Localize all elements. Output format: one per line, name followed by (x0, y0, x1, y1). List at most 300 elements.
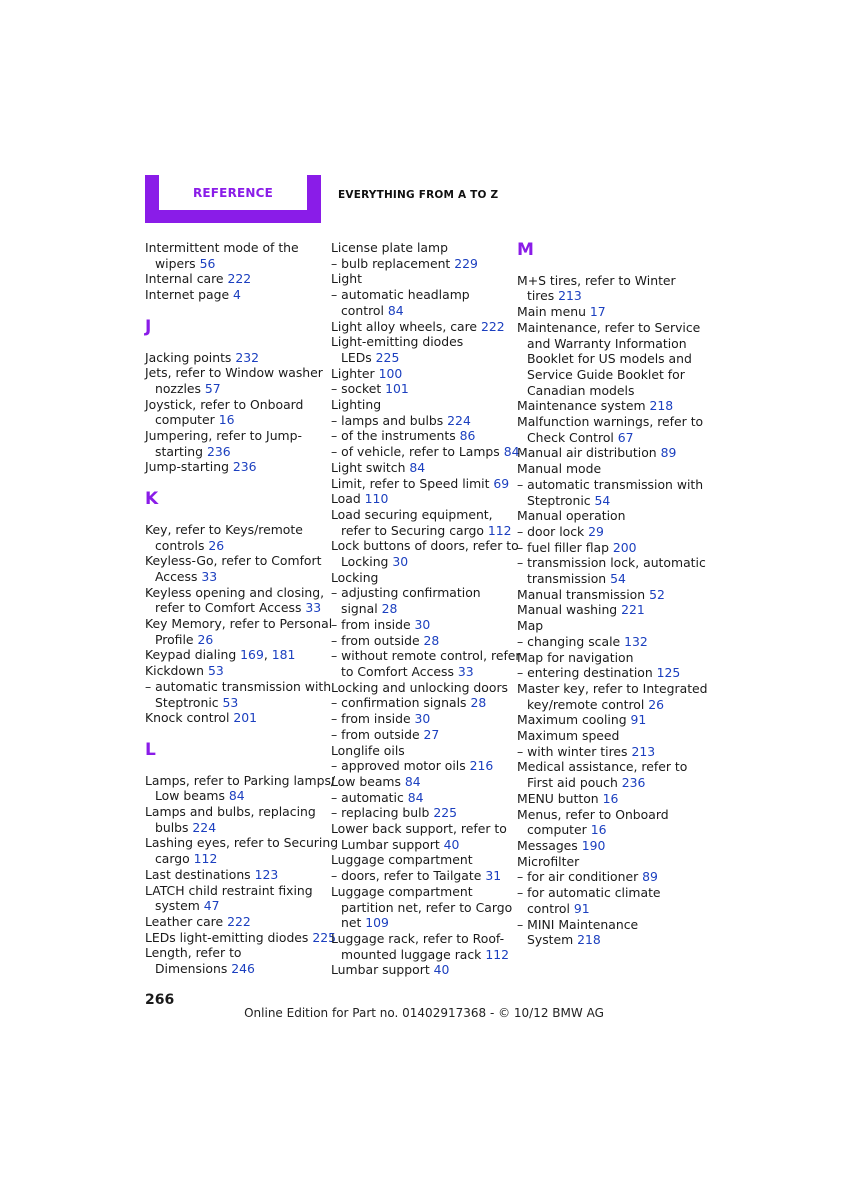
entry-text: controls (155, 537, 209, 553)
entry-text: – bulb replacement (331, 255, 455, 271)
entry-text: LEDs (341, 349, 376, 365)
entry-text: Steptronic (155, 694, 223, 710)
entry-text: – from inside (331, 711, 415, 727)
entry-text: – lamps and bulbs (331, 412, 448, 428)
page-reference[interactable]: 53 (222, 694, 239, 710)
index-entry (331, 758, 511, 774)
index-entry (517, 665, 697, 681)
entry-text: MENU button (517, 790, 603, 806)
entry-text: Light switch (331, 459, 410, 475)
index-entry (145, 835, 339, 867)
entry-text: Main menu (517, 304, 590, 320)
page-reference[interactable]: 225 (375, 349, 400, 365)
index-entry (145, 772, 336, 804)
index-column-3 (517, 240, 708, 948)
entry-text: Messages (517, 838, 582, 853)
page-reference[interactable]: 125 (656, 665, 681, 681)
index-entry (517, 555, 706, 587)
entry-text: Locking (331, 569, 379, 585)
entry-text: – adjusting confirmation (331, 585, 481, 601)
index-entry (517, 273, 697, 304)
index-entry (517, 602, 697, 618)
entry-text: tires (527, 288, 559, 304)
entry-text: Longlife oils (331, 742, 405, 758)
page-reference[interactable]: 57 (204, 380, 221, 396)
entry-text: LEDs light-emitting diodes (145, 929, 313, 945)
entry-text: control (527, 900, 574, 916)
entry-text: Microfilter (517, 853, 580, 869)
page-reference[interactable]: 84 (387, 302, 404, 318)
index-entry (331, 680, 511, 696)
index-entry (331, 271, 511, 287)
page-reference[interactable]: 232 (235, 349, 259, 365)
entry-text: Light (331, 271, 362, 287)
entry-text: Luggage compartment (331, 852, 473, 868)
entry-text: System (527, 932, 578, 948)
index-entry (331, 585, 511, 616)
page-reference[interactable]: 236 (621, 775, 646, 791)
page-reference[interactable]: 16 (602, 790, 619, 806)
page-reference[interactable]: 4 (233, 287, 241, 303)
page-reference[interactable]: 54 (594, 492, 611, 508)
index-entry (331, 428, 511, 444)
page-reference[interactable]: 218 (577, 932, 601, 948)
index-entry (145, 350, 330, 366)
index-entry (145, 585, 330, 616)
entry-text: Luggage rack, refer to Roof- (331, 930, 505, 946)
page-reference[interactable]: 28 (470, 695, 487, 711)
index-letter-heading: L (145, 739, 156, 760)
entry-text: and Warranty Information (527, 335, 687, 351)
entry-text: system (155, 898, 204, 914)
index-entry (517, 869, 697, 885)
entry-text: Jumpering, refer to Jump- (145, 428, 302, 444)
page-reference[interactable]: 16 (218, 412, 235, 428)
entry-text: – door lock (517, 523, 589, 539)
section-tab-inner (159, 175, 307, 210)
entry-text: Map for navigation (517, 649, 634, 665)
index-entry (145, 914, 330, 930)
index-entry (331, 884, 511, 931)
entry-text: starting (155, 443, 207, 459)
entry-text: Luggage compartment (331, 883, 473, 899)
entry-text: – confirmation signals (331, 695, 471, 711)
entry-text: Service Guide Booklet for (527, 366, 685, 382)
page-reference[interactable]: 112 (487, 522, 512, 538)
entry-text: Keyless opening and closing, (145, 584, 325, 600)
page-reference[interactable]: 47 (203, 898, 220, 914)
index-entry (331, 821, 511, 852)
entry-text: computer (527, 822, 591, 838)
page-reference[interactable]: 84 (407, 789, 424, 805)
entry-text: bulbs (155, 819, 193, 835)
page-reference[interactable]: 89 (642, 869, 658, 885)
index-entry (517, 634, 697, 650)
index-entry (517, 759, 697, 790)
page-reference[interactable]: 225 (312, 929, 336, 945)
index-entry (145, 553, 330, 584)
index-entry (145, 459, 330, 475)
entry-text: Lower back support, refer to (331, 821, 507, 837)
tab-label: REFERENCE (192, 185, 274, 200)
page-reference[interactable]: 84 (503, 444, 520, 460)
index-entry (145, 287, 330, 303)
entry-text: – automatic headlamp (331, 287, 470, 303)
entry-text: Lamps, refer to Parking lamps/ (145, 772, 336, 788)
page-reference[interactable]: 112 (485, 946, 509, 962)
entry-text: License plate lamp (331, 240, 448, 255)
entry-text: – with winter tires (517, 743, 632, 759)
index-entry (145, 710, 330, 726)
page-reference[interactable]: 56 (199, 255, 216, 271)
entry-text: – fuel filler flap (517, 539, 613, 555)
entry-text: – for automatic climate (517, 885, 661, 901)
page-reference[interactable]: 52 (649, 586, 665, 602)
page-reference[interactable]: 28 (381, 601, 398, 617)
page-reference[interactable]: 29 (588, 523, 604, 539)
entry-text: – for air conditioner (517, 869, 643, 885)
page-reference[interactable]: 86 (459, 428, 476, 444)
page-reference[interactable]: 229 (454, 255, 478, 271)
entry-text: Kickdown (145, 663, 208, 679)
index-entry (145, 522, 330, 553)
index-entry (145, 929, 336, 946)
index-entry (517, 728, 697, 744)
page-reference[interactable]: 123 (254, 866, 279, 882)
index-entry (517, 838, 697, 854)
entry-text: mounted luggage rack (341, 946, 486, 962)
entry-text: Lock buttons of doors, refer to (331, 538, 519, 554)
index-entry (517, 807, 697, 838)
entry-text: Limit, refer to Speed limit (331, 475, 494, 491)
entry-text: Dimensions (155, 961, 232, 977)
entry-text: – from outside (331, 632, 424, 648)
entry-text: Key, refer to Keys/remote (145, 521, 303, 537)
entry-text: Maintenance, refer to Service (517, 319, 701, 335)
index-entry (517, 618, 697, 634)
entry-text: Steptronic (527, 492, 595, 508)
entry-text: Light alloy wheels, care (331, 318, 481, 334)
page-reference[interactable]: 16 (590, 822, 607, 838)
page-reference[interactable]: 54 (610, 571, 626, 587)
entry-text: Jacking points (145, 349, 236, 365)
entry-text: Load (331, 491, 365, 507)
page-reference[interactable]: 27 (423, 726, 440, 742)
index-entry (331, 334, 511, 365)
entry-text: Lashing eyes, refer to Securing (145, 835, 339, 851)
index-entry (145, 663, 330, 679)
page-reference[interactable]: 181 (271, 647, 296, 663)
page-reference[interactable]: 26 (648, 696, 665, 712)
entry-text: Manual mode (517, 461, 602, 477)
index-entry (145, 397, 330, 428)
page-reference[interactable]: 33 (457, 663, 474, 679)
entry-text: Lumbar support (341, 836, 444, 852)
index-entry (517, 744, 697, 760)
index-entry (331, 648, 521, 679)
index-entry (517, 304, 697, 320)
entry-text: – approved motor oils (331, 758, 470, 774)
index-entry (331, 633, 511, 649)
page-reference[interactable]: 67 (617, 429, 634, 445)
index-entry (145, 271, 330, 287)
entry-text: net (341, 915, 366, 931)
index-entry (145, 867, 330, 883)
page-reference[interactable]: 218 (649, 398, 674, 414)
entry-text: partition net, refer to Cargo (341, 899, 513, 915)
index-entry (517, 476, 704, 508)
entry-text: refer to Comfort Access (155, 600, 306, 616)
page-reference[interactable]: 91 (573, 900, 590, 916)
entry-text: Last destinations (145, 866, 255, 882)
index-entry (517, 540, 697, 556)
entry-text: Leather care (145, 913, 228, 929)
index-letter-heading: M (517, 240, 534, 260)
entry-text: Low beams (155, 788, 229, 804)
index-entry (331, 444, 520, 460)
index-entry (331, 381, 511, 397)
index-entry (517, 414, 704, 445)
entry-text: Manual transmission (517, 586, 650, 602)
page-reference[interactable]: 40 (443, 836, 460, 852)
entry-text: – of vehicle, refer to Lamps (331, 444, 504, 460)
index-entry (331, 711, 511, 727)
index-entry (145, 616, 333, 647)
page-reference[interactable]: 33 (201, 568, 218, 584)
entry-text: Manual washing (517, 602, 622, 618)
index-entry (517, 650, 697, 666)
index-entry (145, 428, 330, 459)
page-reference[interactable]: 69 (493, 475, 510, 491)
page-reference[interactable]: 26 (208, 537, 225, 553)
entry-text: Lighting (331, 397, 382, 413)
page-reference[interactable]: 132 (624, 633, 648, 649)
entry-text: signal (341, 601, 382, 617)
page-reference[interactable]: 222 (227, 913, 251, 929)
page-reference[interactable]: 190 (581, 838, 606, 853)
page-reference[interactable]: 224 (192, 819, 217, 835)
entry-text: Jump-starting (145, 459, 233, 475)
index-entry (517, 445, 697, 461)
page-reference[interactable]: 53 (207, 663, 224, 679)
entry-text: – from inside (331, 616, 415, 632)
footer-edition: Online Edition for Part no. 01402917368 - © 10/12 BMW AG (244, 1006, 604, 1020)
entry-text: Profile (155, 631, 198, 647)
index-entry (331, 319, 511, 335)
entry-text: Intermittent mode of the (145, 240, 299, 255)
entry-text: Keypad dialing (145, 647, 241, 663)
index-entry (145, 945, 330, 976)
page-reference[interactable]: 224 (447, 412, 471, 428)
entry-text: – entering destination (517, 665, 657, 681)
entry-text: M+S tires, refer to Winter (517, 272, 676, 288)
index-entry (331, 790, 511, 806)
page-reference[interactable]: 30 (414, 711, 431, 727)
entry-text: Key Memory, refer to Personal (145, 616, 333, 632)
page-reference[interactable]: 89 (660, 445, 677, 461)
entry-text: Locking (341, 554, 393, 570)
page-reference[interactable]: 17 (589, 304, 606, 320)
entry-text: transmission (527, 571, 611, 587)
entry-text: Malfunction warnings, refer to (517, 414, 704, 430)
entry-text: computer (155, 412, 219, 428)
entry-text: Internet page (145, 287, 234, 303)
index-entry (517, 680, 708, 712)
entry-text: Manual air distribution (517, 445, 661, 461)
index-entry (331, 774, 511, 790)
index-entry (145, 883, 330, 914)
entry-text: Canadian models (527, 382, 635, 398)
entry-text: key/remote control (527, 696, 649, 712)
index-entry (331, 852, 511, 868)
page-reference[interactable]: 30 (392, 554, 409, 570)
page-reference[interactable]: 112 (193, 851, 218, 867)
entry-text: LATCH child restraint fixing (145, 882, 313, 898)
index-entry (331, 491, 511, 507)
index-entry (517, 791, 697, 807)
entry-text: to Comfort Access (341, 663, 458, 679)
index-entry (331, 931, 511, 962)
index-entry (517, 917, 697, 948)
page-reference[interactable]: 28 (423, 632, 440, 648)
index-column-1 (145, 240, 339, 977)
index-entry (145, 240, 330, 271)
index-entry (331, 366, 511, 382)
index-entry (331, 570, 511, 586)
page-reference[interactable]: 236 (232, 459, 257, 475)
entry-text: Locking and unlocking doors (331, 679, 508, 695)
page-reference[interactable]: 91 (630, 712, 647, 728)
entry-text: refer to Securing cargo (341, 522, 488, 538)
entry-text: Jets, refer to Window washer (145, 365, 323, 381)
page-reference[interactable]: 213 (631, 743, 656, 759)
entry-text: Menus, refer to Onboard (517, 806, 669, 822)
index-entry (517, 854, 697, 870)
entry-text: Knock control (145, 710, 234, 726)
entry-text: Manual operation (517, 508, 626, 524)
page-reference[interactable]: 216 (469, 758, 494, 774)
index-entry (517, 712, 697, 728)
index-entry (517, 319, 701, 399)
index-entry (331, 805, 511, 821)
page-reference[interactable]: 222 (227, 271, 252, 287)
index-entry (331, 240, 511, 256)
page-reference[interactable]: 30 (414, 616, 431, 632)
page-reference[interactable]: 222 (481, 318, 505, 334)
entry-text: control (341, 302, 388, 318)
page-reference[interactable]: 110 (364, 491, 389, 507)
section-tab (145, 175, 321, 223)
entry-text: Joystick, refer to Onboard (145, 396, 304, 412)
entry-text: wipers (155, 255, 200, 271)
index-entry (517, 461, 697, 477)
index-column-2 (331, 240, 521, 978)
entry-text: Lamps and bulbs, replacing (145, 804, 316, 820)
index-entry (331, 962, 511, 978)
entry-text: – automatic transmission with (517, 476, 704, 492)
index-entry (517, 508, 697, 524)
page-reference[interactable]: 109 (365, 915, 389, 931)
index-entry (331, 695, 511, 711)
entry-text: nozzles (155, 380, 205, 396)
entry-text: – of the instruments (331, 428, 460, 444)
index-entry (331, 413, 511, 429)
entry-text: Light-emitting diodes (331, 334, 464, 350)
entry-text: Booklet for US models and (527, 351, 692, 367)
entry-text: – automatic (331, 789, 408, 805)
entry-text: Maintenance system (517, 398, 650, 414)
entry-text: Lumbar support (331, 962, 434, 978)
entry-text: Low beams (331, 773, 405, 789)
entry-text: Keyless-Go, refer to Comfort (145, 553, 322, 569)
entry-text: Map (517, 618, 544, 634)
page-reference[interactable]: 33 (305, 600, 322, 616)
index-entry (517, 398, 697, 414)
entry-text: Check Control (527, 429, 618, 445)
page-reference[interactable]: 169 (240, 647, 264, 663)
entry-text: Internal care (145, 271, 228, 287)
entry-text: cargo (155, 851, 194, 867)
page-reference[interactable]: 213 (558, 288, 582, 304)
index-entry (331, 743, 511, 759)
page-reference[interactable]: 84 (409, 459, 426, 475)
entry-text: Maximum cooling (517, 712, 631, 728)
index-entry (331, 460, 511, 476)
index-entry (331, 476, 511, 492)
page-reference[interactable]: 246 (231, 961, 255, 977)
entry-text: – without remote control, refer (331, 648, 521, 664)
entry-text: First aid pouch (527, 775, 622, 791)
entry-text: Maximum speed (517, 728, 620, 744)
entry-text: – transmission lock, automatic (517, 555, 706, 571)
page-reference[interactable]: 225 (433, 805, 458, 821)
index-letter-heading: K (145, 489, 159, 510)
index-entry (145, 365, 330, 396)
entry-text: – automatic transmission with (145, 678, 332, 694)
page-number: 266 (145, 992, 175, 1008)
entry-text: Lighter (331, 365, 379, 381)
index-entry (331, 868, 511, 884)
index-entry (331, 538, 519, 570)
page-reference[interactable]: 40 (433, 962, 450, 978)
index-entry (331, 256, 511, 272)
index-entry (145, 804, 330, 835)
index-entry (517, 587, 697, 603)
page-reference[interactable]: 31 (485, 868, 502, 884)
index-entry: Keypad dialing 169, 181 (145, 647, 296, 663)
page-reference[interactable]: 101 (385, 381, 409, 397)
index-entry (331, 727, 511, 743)
entry-text: Access (155, 568, 202, 584)
index-entry (331, 507, 511, 538)
index-entry (331, 397, 511, 413)
page-reference[interactable]: 201 (233, 710, 258, 726)
page-reference[interactable]: 84 (404, 773, 421, 789)
page-reference[interactable]: 200 (612, 539, 637, 555)
page-reference[interactable]: 236 (206, 443, 231, 459)
entry-text: – MINI Maintenance (517, 916, 639, 932)
index-letter-heading: J (145, 316, 152, 337)
entry-text: – replacing bulb (331, 805, 434, 821)
entry-text: – from outside (331, 726, 424, 742)
entry-text: Medical assistance, refer to (517, 759, 688, 775)
entry-text: Master key, refer to Integrated (517, 680, 708, 696)
page-reference[interactable]: 100 (378, 365, 403, 381)
page-reference[interactable]: 26 (197, 631, 214, 647)
page-reference[interactable]: 221 (621, 602, 645, 618)
page-reference[interactable]: 84 (228, 788, 245, 804)
entry-text: – changing scale (517, 633, 625, 649)
